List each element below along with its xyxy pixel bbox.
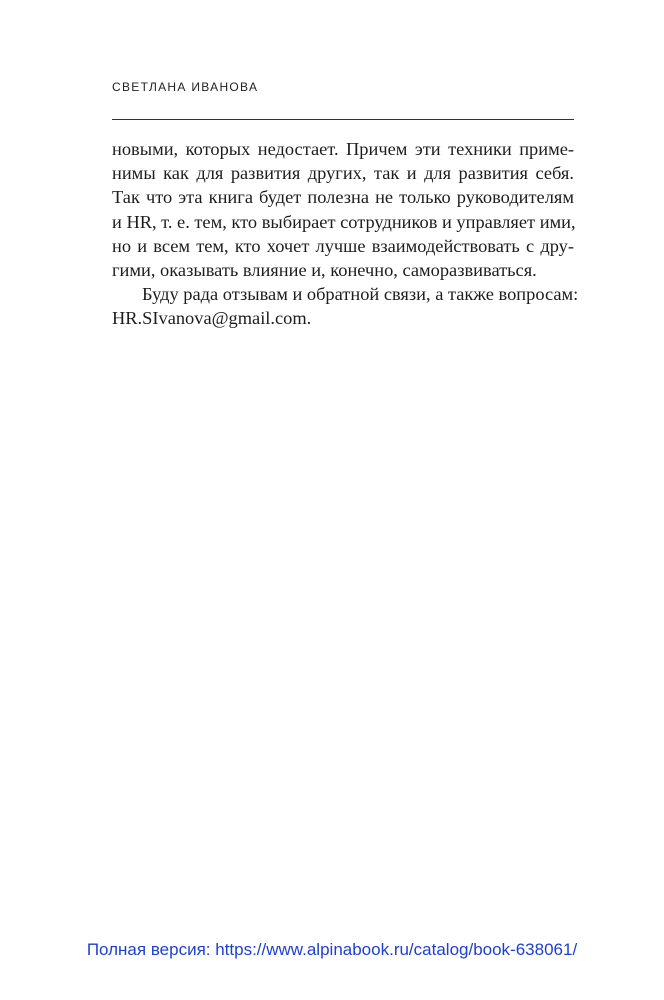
text-line: Буду рада отзывам и обратной связи, а также вопросам: (142, 284, 579, 305)
text-line: новыми, которых недостает. Причем эти техники приме- (112, 139, 574, 159)
paragraph (112, 137, 574, 282)
header-divider (112, 119, 574, 120)
text-line: Так что эта книга будет полезна не только руководителям (112, 187, 574, 208)
body-text (112, 137, 579, 331)
text-line: гими, оказывать влияние и, конечно, саморазвиваться. (112, 260, 537, 281)
text-line: нимы как для развития других, так и для развития себя. (112, 163, 574, 184)
email-line: HR.SIvanova@gmail.com. (112, 308, 312, 329)
paragraph (112, 282, 579, 330)
text-line: но и всем тем, кто хочет лучше взаимодействовать с дру- (112, 235, 574, 256)
running-head-author: СВЕТЛАНА ИВАНОВА (112, 80, 259, 94)
text-line: и HR, т. е. тем, кто выбирает сотрудников и управляет ими, (112, 211, 576, 232)
full-version-link[interactable]: Полная версия: https://www.alpinabook.ru/catalog/book-638061/ (86, 940, 578, 959)
